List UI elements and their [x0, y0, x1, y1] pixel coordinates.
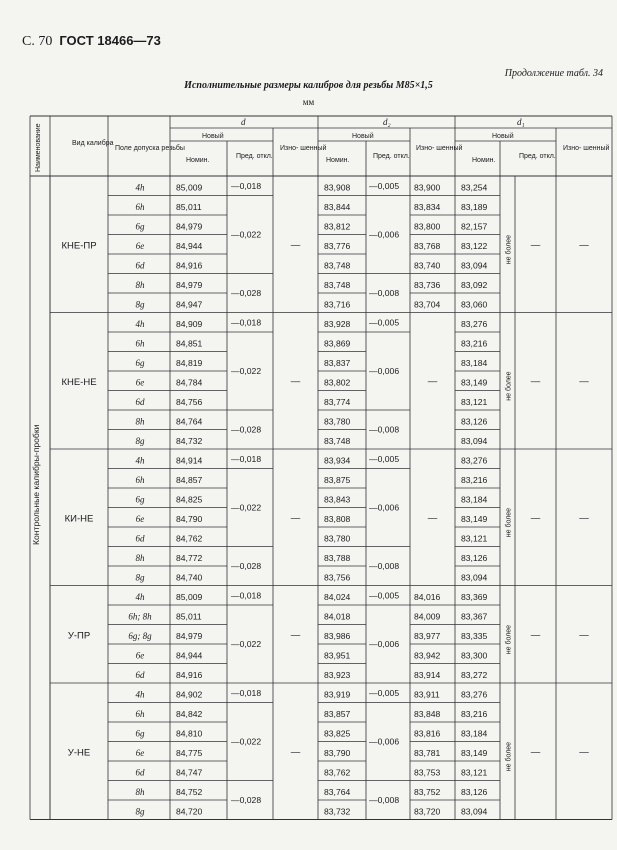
d2-nominal: 83,857 — [324, 709, 351, 719]
d1-nominal: 83,094 — [461, 806, 488, 817]
d1-nominal: 83,121 — [461, 397, 488, 407]
d-deviation: —0,028 — [231, 288, 262, 298]
tolerance-field: 6d — [135, 670, 145, 680]
d1-nominal: 83,121 — [461, 533, 488, 544]
d1-nominal: 83,300 — [461, 650, 488, 661]
d2-nominal: 83,716 — [324, 299, 351, 310]
gauge-type-4: У-НЕ — [67, 747, 91, 759]
d2-worn: 83,781 — [414, 748, 441, 758]
tolerance-field: 8h — [135, 553, 145, 563]
d1-deviation-dash: — — [530, 629, 541, 641]
d1-nominal: 83,216 — [461, 709, 488, 719]
d2-nominal: 83,802 — [324, 377, 351, 388]
tolerance-field: 8g — [135, 436, 145, 446]
d-nominal: 84,752 — [176, 787, 203, 797]
tolerance-field: 6g — [135, 221, 145, 232]
d2-worn: 83,753 — [414, 767, 441, 778]
d2-nominal: 83,774 — [324, 397, 351, 407]
d2-nominal: 83,923 — [324, 670, 351, 680]
tolerance-field: 6e — [135, 650, 145, 661]
d1-worn-dash: — — [579, 746, 589, 758]
header-pole-dopuska: Поле допуска резьбы — [115, 145, 185, 152]
d2-deviation: —0,005 — [369, 180, 400, 191]
tolerance-field: 6d — [135, 260, 145, 271]
tolerance-field: 8g — [135, 299, 145, 310]
tolerance-field: 6e — [135, 241, 145, 251]
d2-nominal: 83,869 — [324, 338, 351, 349]
d2-worn: 84,016 — [414, 592, 441, 602]
header-d2: d₂ — [383, 117, 391, 127]
d2-nominal: 83,951 — [324, 650, 351, 661]
d-nominal: 84,756 — [176, 397, 203, 407]
ne-bolee-label: не более — [505, 507, 513, 538]
d2-nominal: 83,748 — [324, 260, 351, 271]
d1-nominal: 83,126 — [461, 553, 488, 563]
d1-nominal: 83,149 — [461, 514, 488, 524]
tolerance-field: 6e — [135, 514, 145, 524]
d2-nominal: 83,908 — [324, 182, 351, 193]
d2-nominal: 83,748 — [324, 280, 351, 290]
d2-nominal: 83,790 — [324, 748, 351, 758]
d1-nominal: 82,157 — [461, 221, 488, 232]
d1-worn-dash: — — [579, 629, 589, 641]
d-nominal: 84,979 — [176, 631, 203, 641]
d2-nominal: 83,928 — [324, 319, 351, 329]
d1-nominal: 83,369 — [461, 592, 488, 602]
tolerance-field: 4h — [135, 319, 145, 329]
d-deviation: —0,018 — [231, 687, 262, 698]
tolerance-field: 8g — [135, 572, 145, 583]
d1-nominal: 83,184 — [461, 358, 488, 368]
d2-deviation: —0,006 — [369, 229, 400, 240]
header-d-nomin: Номин. — [186, 157, 210, 164]
header-vid-kalibra: Вид калибра — [72, 140, 114, 147]
d1-deviation-dash: — — [530, 239, 541, 251]
d2-nominal: 83,762 — [324, 767, 351, 778]
d1-nominal: 83,276 — [461, 455, 488, 466]
d1-nominal: 83,092 — [461, 280, 488, 290]
d1-nominal: 83,149 — [461, 377, 488, 388]
d2-deviation: —0,005 — [369, 317, 400, 328]
tolerance-field: 4h — [135, 455, 145, 466]
tolerance-field: 4h — [135, 592, 145, 602]
tolerance-field: 8g — [135, 806, 145, 817]
gauge-type-1: КНЕ-НЕ — [61, 376, 97, 388]
d-deviation: —0,018 — [231, 180, 262, 191]
d2-nominal: 83,844 — [324, 202, 351, 212]
header-d1-iznoshennyi: Изно- шенный — [563, 145, 610, 152]
d2-nominal: 83,825 — [324, 728, 351, 739]
d1-nominal: 83,094 — [461, 572, 488, 583]
ne-bolee-label: не более — [505, 741, 513, 772]
gauge-type-0: КНЕ-ПР — [61, 240, 97, 252]
header-d2-nomin: Номин. — [326, 157, 350, 164]
d-deviation: —0,022 — [231, 366, 262, 376]
d-nominal: 84,790 — [176, 514, 203, 524]
d1-nominal: 83,126 — [461, 416, 488, 427]
d2-nominal: 83,732 — [324, 806, 351, 817]
d-nominal: 84,947 — [176, 299, 203, 310]
d-deviation: —0,018 — [231, 590, 262, 601]
d2-worn: 83,900 — [414, 182, 441, 193]
tolerance-field: 6e — [135, 377, 145, 388]
d2-deviation: —0,005 — [369, 687, 400, 698]
d2-worn: 83,740 — [414, 260, 441, 271]
d-nominal: 84,810 — [176, 728, 203, 739]
ne-bolee-label: не более — [505, 624, 513, 655]
tolerance-field: 8h — [135, 787, 145, 797]
d1-nominal: 83,216 — [461, 475, 488, 485]
d-nominal: 84,720 — [176, 806, 203, 817]
d2-nominal: 83,934 — [324, 455, 351, 466]
d2-deviation: —0,005 — [369, 453, 400, 464]
tolerance-field: 6d — [135, 397, 145, 407]
tolerance-field: 4h — [135, 182, 145, 193]
d1-nominal: 83,189 — [461, 202, 488, 212]
d-nominal: 84,772 — [176, 553, 203, 563]
d2-nominal: 83,764 — [324, 787, 351, 797]
d-deviation: —0,022 — [231, 736, 262, 747]
header-d1: d₁ — [517, 117, 525, 127]
d-worn-dash: — — [290, 629, 301, 641]
d1-deviation-dash: — — [530, 375, 541, 387]
d-nominal: 84,842 — [176, 709, 203, 719]
header-d2-iznoshennyi: Изно- шенный — [416, 145, 463, 152]
d2-worn: 83,914 — [414, 670, 441, 680]
header-d-iznoshennyi: Изно- шенный — [280, 145, 327, 152]
header-d: d — [241, 117, 246, 127]
d1-nominal: 83,060 — [461, 299, 488, 310]
d-nominal: 84,740 — [176, 572, 203, 583]
gauge-type-2: КИ-НЕ — [64, 513, 94, 525]
gauge-type-3: У-ПР — [67, 630, 91, 642]
d2-nominal: 83,837 — [324, 358, 351, 368]
d1-nominal: 83,184 — [461, 494, 488, 505]
d-worn-dash: — — [290, 239, 301, 251]
d2-nominal: 83,756 — [324, 572, 351, 583]
d-nominal: 84,914 — [176, 455, 203, 466]
d2-nominal: 84,018 — [324, 611, 351, 622]
d1-nominal: 83,094 — [461, 260, 488, 271]
d2-worn: 83,942 — [414, 650, 441, 661]
d-deviation: —0,018 — [231, 453, 262, 464]
d2-worn-dash: — — [427, 512, 438, 524]
d2-worn: 83,768 — [414, 241, 441, 251]
d1-nominal: 83,335 — [461, 631, 488, 641]
header-d1-nomin: Номин. — [472, 157, 496, 164]
d1-worn-dash: — — [579, 512, 589, 524]
d2-deviation: —0,008 — [369, 561, 400, 571]
d2-worn: 83,720 — [414, 806, 441, 817]
d-worn-dash: — — [290, 512, 301, 524]
d1-nominal: 83,149 — [461, 748, 488, 758]
d2-nominal: 83,812 — [324, 221, 351, 232]
tolerance-field: 6g; 8g — [128, 631, 152, 641]
d2-worn: 83,752 — [414, 787, 441, 797]
d-nominal: 85,011 — [176, 202, 202, 212]
d2-deviation: —0,006 — [369, 736, 400, 747]
tolerance-field: 6e — [135, 748, 145, 758]
header-d2-novyi: Новый — [352, 133, 374, 140]
tolerance-field: 6h — [135, 709, 145, 719]
d-deviation: —0,022 — [231, 639, 262, 649]
tolerance-field: 8h — [135, 280, 145, 290]
tolerance-field: 6h — [135, 338, 145, 349]
d2-deviation: —0,006 — [369, 366, 400, 376]
tolerance-field: 6h — [135, 202, 145, 212]
d-nominal: 84,775 — [176, 748, 203, 758]
d-nominal: 85,011 — [176, 611, 202, 622]
d-deviation: —0,028 — [231, 424, 262, 435]
tolerance-field: 6g — [135, 358, 145, 368]
header-d2-pred-otkl: Пред. откл. — [373, 153, 410, 160]
document-code: ГОСТ 18466—73 — [59, 33, 161, 48]
d2-nominal: 83,919 — [324, 689, 351, 700]
d2-worn: 83,977 — [414, 631, 441, 641]
d-nominal: 84,732 — [176, 436, 203, 446]
d-nominal: 84,979 — [176, 221, 203, 232]
d2-nominal: 83,843 — [324, 494, 351, 505]
d1-nominal: 83,272 — [461, 670, 488, 680]
ne-bolee-label: не более — [505, 371, 513, 401]
d2-nominal: 83,808 — [324, 514, 351, 524]
d-nominal: 84,762 — [176, 533, 203, 544]
d1-worn-dash: — — [579, 375, 589, 387]
d-nominal: 84,747 — [176, 767, 203, 778]
d2-nominal: 83,788 — [324, 553, 351, 563]
d-deviation: —0,028 — [231, 795, 262, 805]
tolerance-field: 6g — [135, 494, 145, 505]
d2-nominal: 83,780 — [324, 416, 351, 427]
d2-nominal: 83,875 — [324, 475, 351, 485]
tolerance-field: 6g — [135, 728, 145, 739]
d1-nominal: 83,094 — [461, 436, 488, 446]
tolerance-field: 6h; 8h — [128, 611, 152, 622]
table-title: Исполнительные размеры калибров для резьбы М85×1,5 — [184, 80, 433, 91]
d-nominal: 84,979 — [176, 280, 203, 290]
d2-worn: 83,911 — [414, 689, 440, 700]
d2-deviation: —0,006 — [369, 639, 400, 649]
d2-nominal: 83,748 — [324, 436, 351, 446]
d1-deviation-dash: — — [530, 512, 541, 524]
d-nominal: 84,764 — [176, 416, 203, 427]
d-nominal: 84,784 — [176, 377, 203, 388]
d-nominal: 84,944 — [176, 241, 203, 251]
d2-worn: 83,704 — [414, 299, 441, 310]
page-number: С. 70 — [22, 34, 53, 49]
d-nominal: 84,851 — [176, 338, 203, 349]
d1-nominal: 83,184 — [461, 728, 488, 739]
d2-worn: 83,834 — [414, 202, 441, 212]
d1-nominal: 83,126 — [461, 787, 488, 797]
header-d-novyi: Новый — [202, 133, 224, 140]
group-label-kontrolnye: Контрольные калибры-пробки — [31, 424, 41, 545]
d-nominal: 85,009 — [176, 592, 203, 602]
table-units: мм — [302, 97, 315, 107]
d-nominal: 85,009 — [176, 182, 203, 193]
d1-nominal: 83,367 — [461, 611, 488, 622]
d2-nominal: 84,024 — [324, 592, 351, 602]
header-d-pred-otkl: Пред. откл. — [236, 153, 273, 160]
d1-deviation-dash: — — [530, 746, 541, 758]
tolerance-field: 6h — [135, 475, 145, 485]
d2-deviation: —0,008 — [369, 795, 400, 805]
tolerance-field: 4h — [135, 689, 145, 700]
d-nominal: 84,819 — [176, 358, 203, 368]
d-nominal: 84,825 — [176, 494, 203, 505]
d2-worn: 83,848 — [414, 709, 441, 719]
d-deviation: —0,022 — [231, 502, 262, 513]
d1-nominal: 83,276 — [461, 689, 488, 700]
d2-deviation: —0,005 — [369, 590, 400, 601]
header-d1-novyi: Новый — [492, 133, 514, 140]
d2-worn-dash: — — [427, 375, 438, 387]
d-deviation: —0,028 — [231, 561, 262, 571]
table-continuation: Продолжение табл. 34 — [504, 68, 603, 79]
d-nominal: 84,916 — [176, 260, 203, 271]
d1-nominal: 83,121 — [461, 767, 488, 778]
tolerance-field: 6d — [135, 767, 145, 778]
header-naimenovanie: Наименование — [35, 123, 42, 172]
d1-nominal: 83,276 — [461, 319, 488, 329]
d2-deviation: —0,008 — [369, 424, 400, 435]
tolerance-field: 6d — [135, 533, 145, 544]
d-nominal: 84,902 — [176, 689, 203, 700]
d1-worn-dash: — — [579, 239, 589, 251]
header-d1-pred-otkl: Пред. откл. — [519, 153, 556, 160]
d1-nominal: 83,254 — [461, 182, 488, 193]
d-worn-dash: — — [290, 746, 301, 758]
d2-deviation: —0,008 — [369, 288, 400, 298]
d2-nominal: 83,776 — [324, 241, 351, 251]
d-deviation: —0,022 — [231, 229, 262, 240]
d1-nominal: 83,122 — [461, 241, 488, 251]
d2-worn: 83,736 — [414, 280, 441, 290]
d1-nominal: 83,216 — [461, 338, 488, 349]
d2-nominal: 83,986 — [324, 631, 351, 641]
d2-worn: 83,800 — [414, 221, 441, 232]
d-nominal: 84,857 — [176, 475, 203, 485]
d-worn-dash: — — [290, 375, 301, 387]
ne-bolee-label: не более — [505, 234, 513, 265]
d-nominal: 84,916 — [176, 670, 203, 680]
tolerance-field: 8h — [135, 416, 145, 427]
d-nominal: 84,944 — [176, 650, 203, 661]
d-nominal: 84,909 — [176, 319, 203, 329]
d2-nominal: 83,780 — [324, 533, 351, 544]
d2-deviation: —0,006 — [369, 502, 400, 513]
d2-worn: 84,009 — [414, 611, 441, 622]
d2-worn: 83,816 — [414, 728, 441, 739]
d-deviation: —0,018 — [231, 317, 262, 328]
